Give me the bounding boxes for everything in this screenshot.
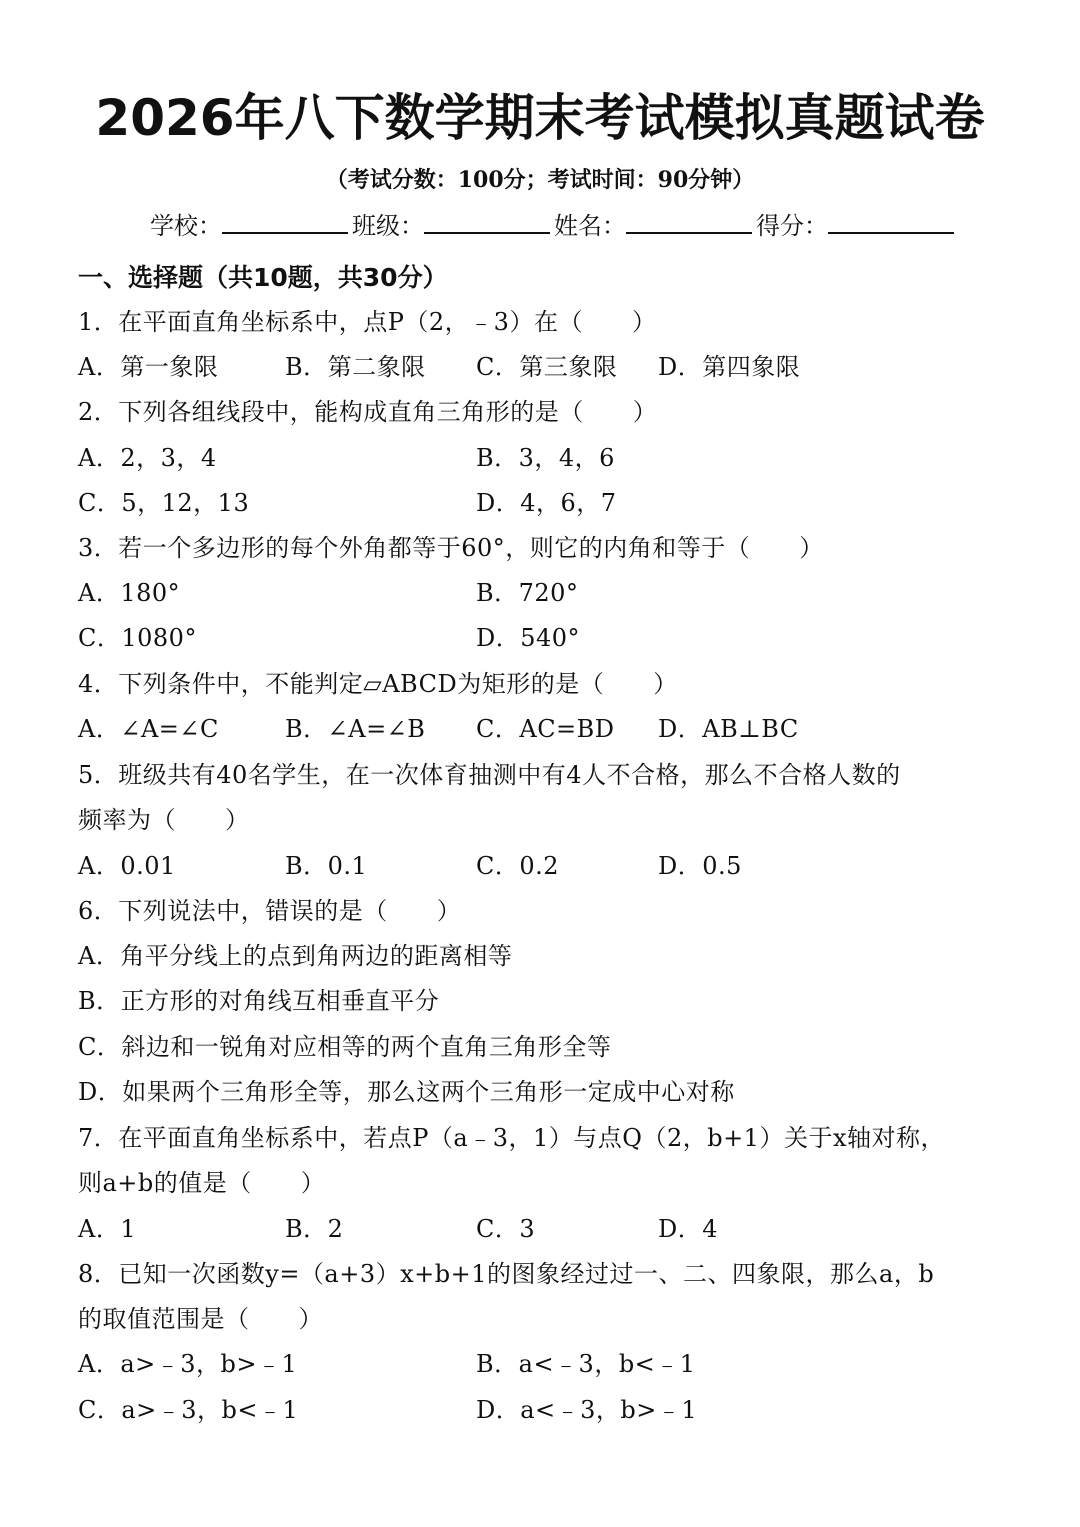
exam-subtitle: （考试分数：100分；考试时间：90分钟） — [325, 167, 755, 193]
q1-option-b: B．第二象限 — [285, 353, 426, 381]
question-7-stem-cont: 则a+b的值是（ ） — [78, 1169, 326, 1197]
name-blank — [626, 210, 752, 234]
q5-option-d: D．0.5 — [658, 852, 742, 880]
question-7-stem: 7．在平面直角坐标系中，若点P（a﹣3，1）与点Q（2，b+1）关于x轴对称， — [78, 1124, 945, 1152]
q2-option-a: A．2，3，4 — [78, 444, 217, 472]
q4-option-a: A．∠A=∠C — [78, 715, 219, 743]
q8-option-b: B．a<﹣3，b<﹣1 — [476, 1350, 696, 1378]
score-label: 得分： — [756, 212, 828, 240]
school-blank — [222, 210, 348, 234]
question-5-stem: 5．班级共有40名学生，在一次体育抽测中有4人不合格，那么不合格人数的 — [78, 761, 901, 789]
q8-option-d: D．a<﹣3，b>﹣1 — [476, 1396, 698, 1424]
q7-option-d: D．4 — [658, 1215, 719, 1243]
q7-option-b: B．2 — [285, 1215, 344, 1243]
q2-option-b: B．3，4，6 — [476, 444, 615, 472]
q5-option-c: C．0.2 — [476, 852, 560, 880]
q2-option-d: D．4，6，7 — [476, 489, 617, 517]
section-heading-choice: 一、选择题（共10题，共30分） — [78, 263, 448, 292]
q4-option-b: B．∠A=∠B — [285, 715, 426, 743]
q1-option-a: A．第一象限 — [78, 353, 219, 381]
q6-option-d: D．如果两个三角形全等，那么这两个三角形一定成中心对称 — [78, 1078, 735, 1106]
school-label: 学校： — [150, 212, 222, 240]
q8-option-a: A．a>﹣3，b>﹣1 — [78, 1350, 298, 1378]
exam-title: 2026年八下数学期末考试模拟真题试卷 — [95, 89, 985, 147]
q3-option-d: D．540° — [476, 624, 581, 652]
q3-option-b: B．720° — [476, 579, 579, 607]
q7-option-c: C．3 — [476, 1215, 536, 1243]
q3-option-a: A．180° — [78, 579, 181, 607]
q4-option-d: D．AB⊥BC — [658, 715, 799, 743]
q7-option-a: A．1 — [78, 1215, 137, 1243]
name-label: 姓名： — [554, 212, 626, 240]
q3-option-c: C．1080° — [78, 624, 197, 652]
q2-option-c: C．5，12，13 — [78, 489, 250, 517]
q4-option-c: C．AC=BD — [476, 715, 615, 743]
question-3-stem: 3．若一个多边形的每个外角都等于60°，则它的内角和等于（ ） — [78, 534, 824, 562]
q8-option-c: C．a>﹣3，b<﹣1 — [78, 1396, 299, 1424]
q5-option-b: B．0.1 — [285, 852, 368, 880]
class-blank — [424, 210, 550, 234]
q1-option-c: C．第三象限 — [476, 353, 618, 381]
question-5-stem-cont: 频率为（ ） — [78, 806, 250, 834]
q6-option-a: A．角平分线上的点到角两边的距离相等 — [78, 942, 513, 970]
question-1-stem: 1．在平面直角坐标系中，点P（2，﹣3）在（ ） — [78, 308, 657, 336]
q6-option-b: B．正方形的对角线互相垂直平分 — [78, 987, 440, 1015]
class-label: 班级： — [352, 212, 424, 240]
question-6-stem: 6．下列说法中，错误的是（ ） — [78, 897, 462, 925]
score-blank — [828, 210, 954, 234]
question-2-stem: 2．下列各组线段中，能构成直角三角形的是（ ） — [78, 398, 658, 426]
q5-option-a: A．0.01 — [78, 852, 176, 880]
question-8-stem-cont: 的取值范围是（ ） — [78, 1305, 323, 1333]
q6-option-c: C．斜边和一锐角对应相等的两个直角三角形全等 — [78, 1033, 612, 1061]
question-4-stem: 4．下列条件中，不能判定▱ABCD为矩形的是（ ） — [78, 670, 678, 698]
student-info-line — [150, 208, 958, 244]
question-8-stem: 8．已知一次函数y=（a+3）x+b+1的图象经过过一、二、四象限，那么a，b — [78, 1260, 935, 1288]
q1-option-d: D．第四象限 — [658, 353, 801, 381]
